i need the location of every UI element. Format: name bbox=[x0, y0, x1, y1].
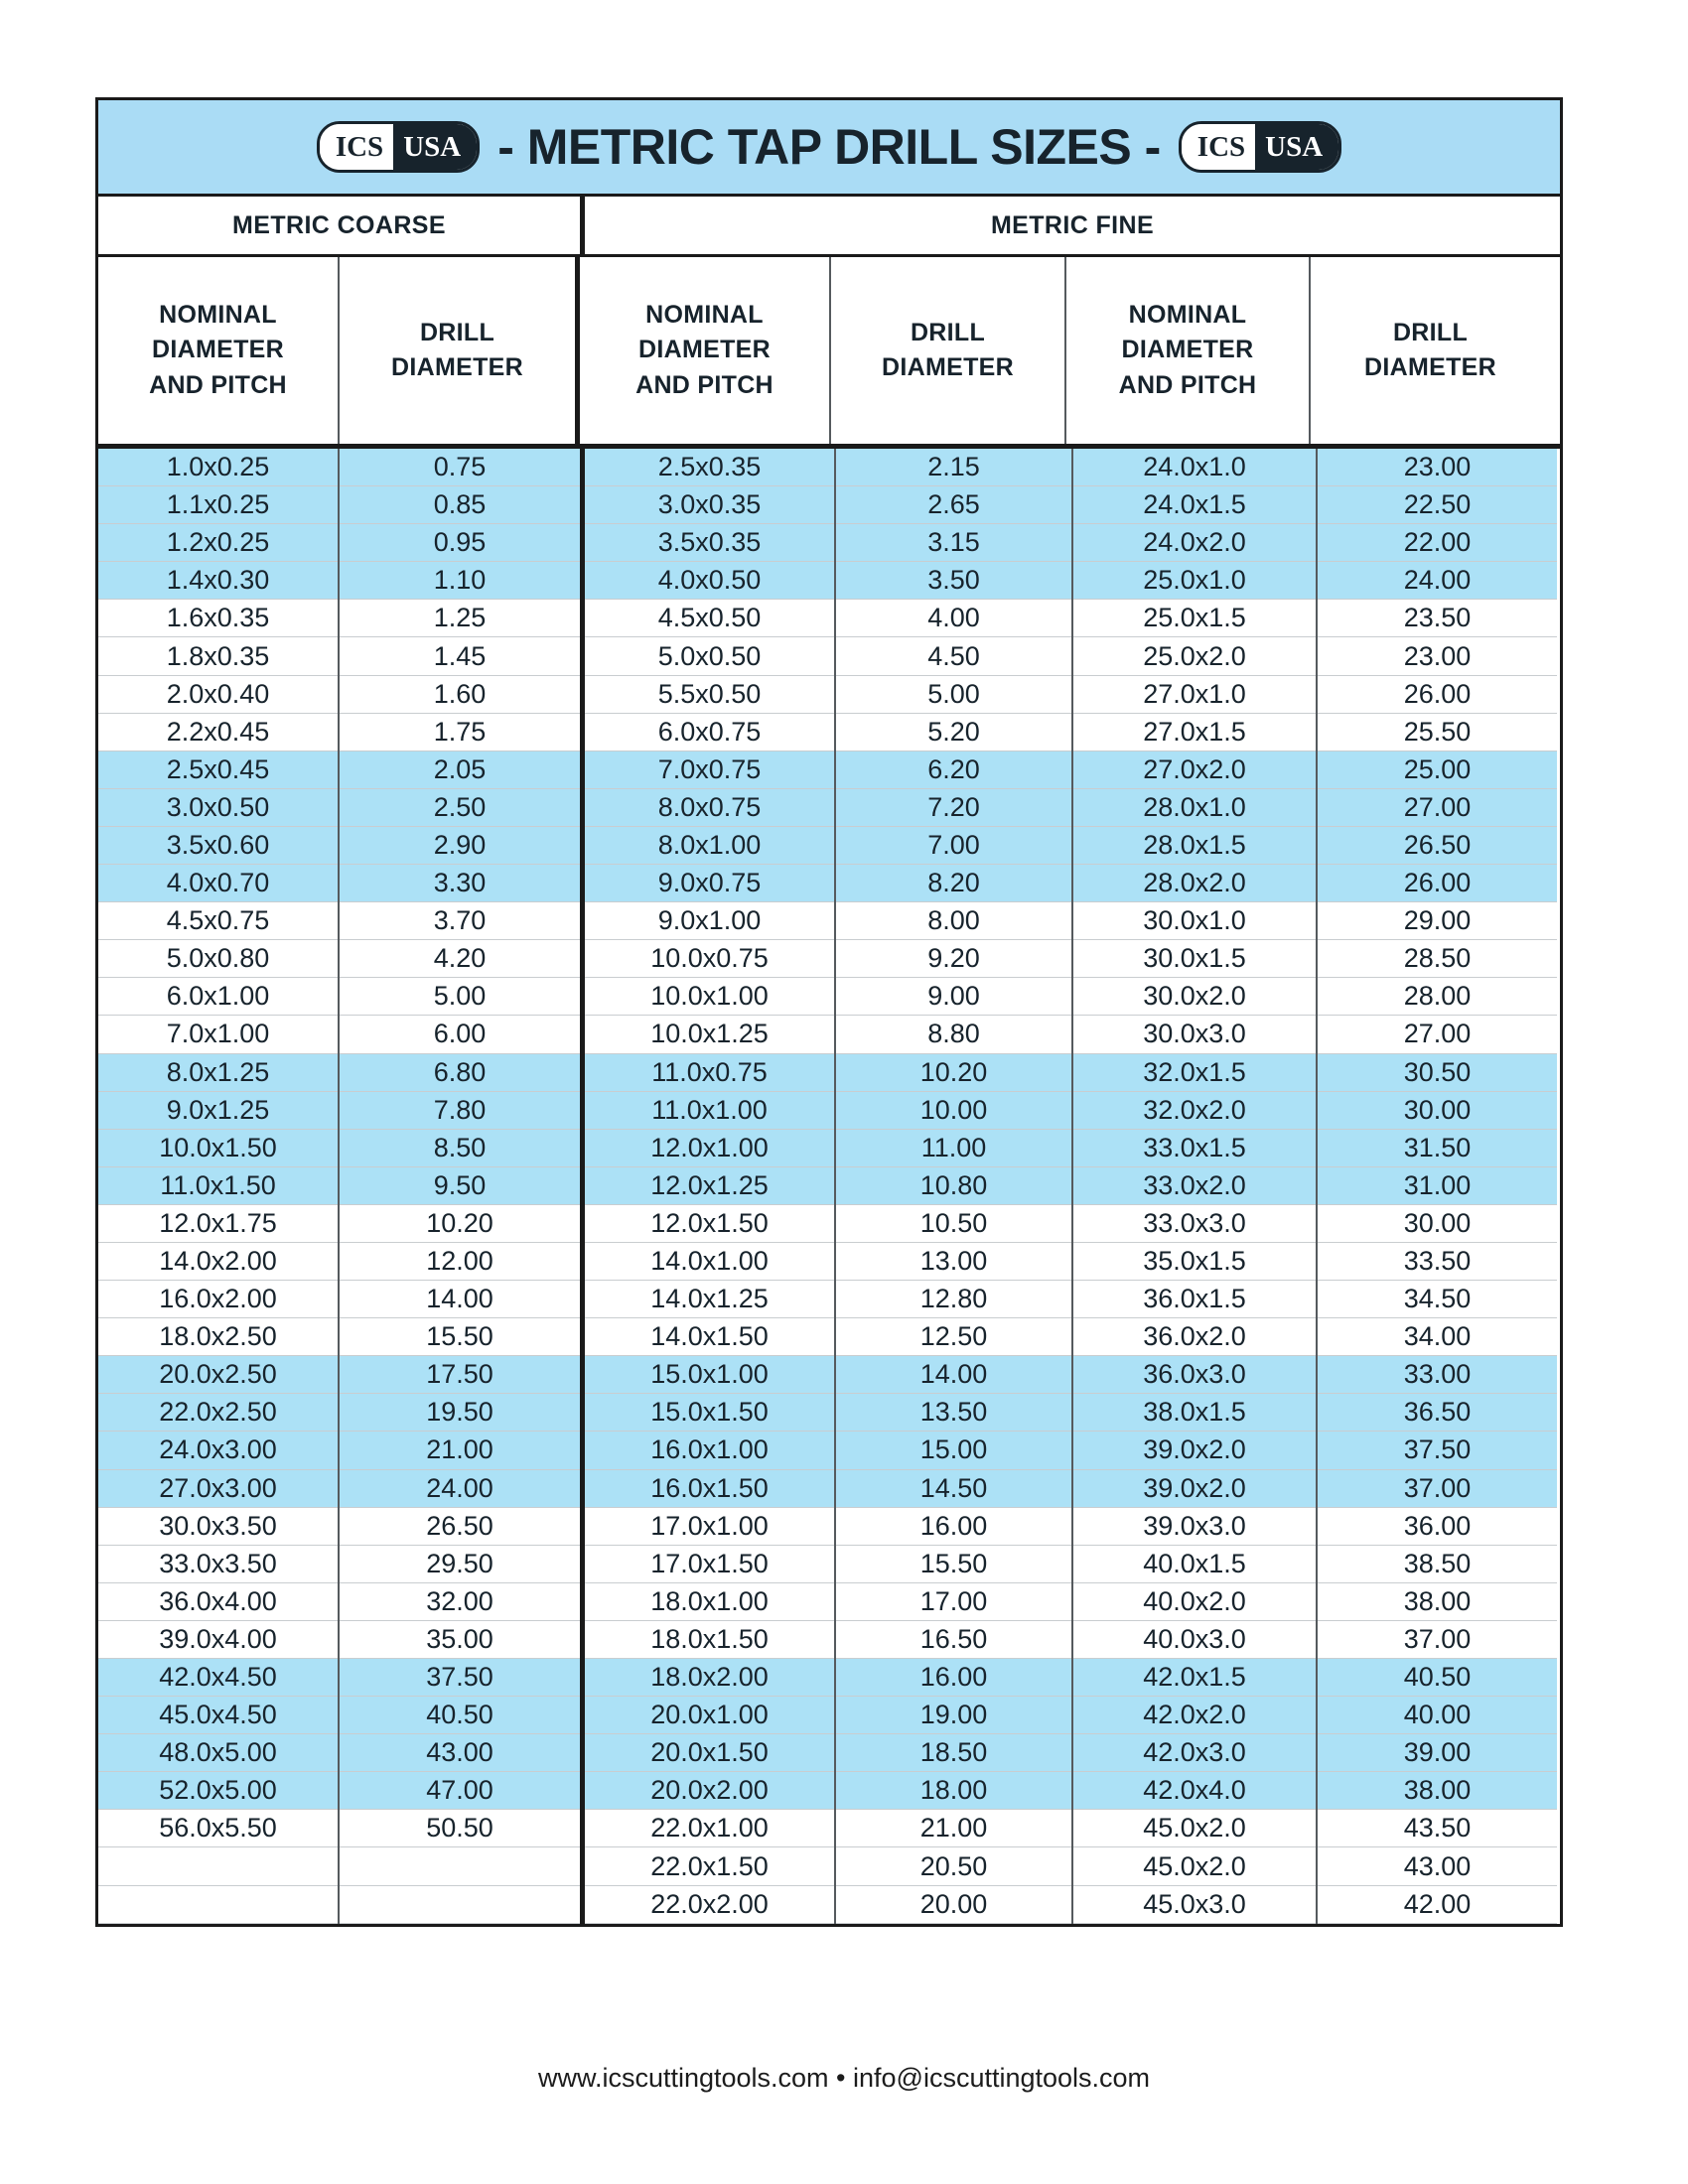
table-cell: 1.60 bbox=[340, 676, 580, 714]
block-metric-coarse bbox=[98, 449, 585, 1924]
table-cell: 1.10 bbox=[340, 562, 580, 600]
table-cell: 24.0x2.0 bbox=[1073, 524, 1316, 562]
colhead-fine-b-drill bbox=[1311, 257, 1550, 444]
block-metric-fine-a bbox=[585, 449, 1073, 1924]
col-fine-b-nominal bbox=[1073, 449, 1318, 1924]
table-cell bbox=[340, 1847, 580, 1885]
table-cell: 10.0x1.00 bbox=[585, 978, 834, 1016]
table-cell: 33.0x3.50 bbox=[98, 1546, 338, 1583]
table-cell: 20.00 bbox=[836, 1886, 1071, 1924]
colhead-line: AND PITCH bbox=[1118, 370, 1257, 399]
table-cell: 16.0x1.50 bbox=[585, 1470, 834, 1508]
table-cell: 19.50 bbox=[340, 1394, 580, 1432]
table-cell: 10.0x1.25 bbox=[585, 1016, 834, 1053]
table-cell: 7.00 bbox=[836, 827, 1071, 865]
table-cell: 18.0x2.50 bbox=[98, 1318, 338, 1356]
colhead-line: AND PITCH bbox=[149, 370, 287, 399]
table-cell: 18.00 bbox=[836, 1772, 1071, 1810]
table-cell: 43.00 bbox=[1318, 1847, 1557, 1885]
table-cell: 28.50 bbox=[1318, 940, 1557, 978]
table-cell: 26.50 bbox=[1318, 827, 1557, 865]
table-cell: 6.80 bbox=[340, 1054, 580, 1092]
table-cell: 16.00 bbox=[836, 1659, 1071, 1697]
table-cell: 36.0x3.0 bbox=[1073, 1356, 1316, 1394]
table-cell: 7.0x0.75 bbox=[585, 751, 834, 789]
table-cell: 30.00 bbox=[1318, 1205, 1557, 1243]
table-cell: 24.0x3.00 bbox=[98, 1432, 338, 1469]
table-cell: 4.00 bbox=[836, 600, 1071, 637]
table-cell: 2.0x0.40 bbox=[98, 676, 338, 714]
table-cell: 9.0x1.00 bbox=[585, 902, 834, 940]
table-cell: 5.0x0.50 bbox=[585, 637, 834, 675]
table-cell: 42.00 bbox=[1318, 1886, 1557, 1924]
table-cell: 23.50 bbox=[1318, 600, 1557, 637]
colhead-fine-b-nominal bbox=[1066, 257, 1311, 444]
table-cell: 24.0x1.5 bbox=[1073, 486, 1316, 524]
table-cell: 24.00 bbox=[340, 1470, 580, 1508]
table-cell: 47.00 bbox=[340, 1772, 580, 1810]
table-cell: 30.0x3.50 bbox=[98, 1508, 338, 1546]
table-cell: 43.50 bbox=[1318, 1810, 1557, 1847]
table-cell: 17.0x1.00 bbox=[585, 1508, 834, 1546]
table-cell: 40.0x2.0 bbox=[1073, 1583, 1316, 1621]
table-cell: 45.0x2.0 bbox=[1073, 1847, 1316, 1885]
table-cell: 0.75 bbox=[340, 449, 580, 486]
table-cell: 5.00 bbox=[340, 978, 580, 1016]
table-cell: 35.0x1.5 bbox=[1073, 1243, 1316, 1281]
table-cell: 5.00 bbox=[836, 676, 1071, 714]
table-cell: 39.0x2.0 bbox=[1073, 1432, 1316, 1469]
title-bar bbox=[98, 100, 1560, 197]
table-cell: 1.1x0.25 bbox=[98, 486, 338, 524]
table-cell bbox=[98, 1847, 338, 1885]
table-cell: 3.50 bbox=[836, 562, 1071, 600]
table-cell: 16.00 bbox=[836, 1508, 1071, 1546]
table-cell: 37.50 bbox=[1318, 1432, 1557, 1469]
table-cell: 22.00 bbox=[1318, 524, 1557, 562]
colhead-line: DIAMETER bbox=[1121, 336, 1254, 364]
table-cell: 30.00 bbox=[1318, 1092, 1557, 1130]
table-cell: 39.0x4.00 bbox=[98, 1621, 338, 1659]
table-cell: 34.50 bbox=[1318, 1281, 1557, 1318]
table-cell: 21.00 bbox=[836, 1810, 1071, 1847]
table-cell: 12.80 bbox=[836, 1281, 1071, 1318]
table-cell: 11.0x0.75 bbox=[585, 1054, 834, 1092]
col-fine-b-drill bbox=[1318, 449, 1557, 1924]
table-cell: 1.4x0.30 bbox=[98, 562, 338, 600]
table-cell: 6.20 bbox=[836, 751, 1071, 789]
table-cell: 31.50 bbox=[1318, 1130, 1557, 1167]
table-cell: 8.00 bbox=[836, 902, 1071, 940]
colhead-line: DIAMETER bbox=[882, 353, 1014, 381]
table-cell: 33.0x2.0 bbox=[1073, 1167, 1316, 1205]
table-cell: 39.0x2.0 bbox=[1073, 1470, 1316, 1508]
table-cell: 2.50 bbox=[340, 789, 580, 827]
table-cell: 2.90 bbox=[340, 827, 580, 865]
table-cell: 28.0x1.0 bbox=[1073, 789, 1316, 827]
table-cell: 2.5x0.35 bbox=[585, 449, 834, 486]
table-cell: 16.50 bbox=[836, 1621, 1071, 1659]
table-cell: 32.00 bbox=[340, 1583, 580, 1621]
table-cell: 30.0x2.0 bbox=[1073, 978, 1316, 1016]
table-cell: 36.0x1.5 bbox=[1073, 1281, 1316, 1318]
table-cell: 1.45 bbox=[340, 637, 580, 675]
table-cell: 10.00 bbox=[836, 1092, 1071, 1130]
table-cell: 15.0x1.00 bbox=[585, 1356, 834, 1394]
table-cell: 5.20 bbox=[836, 714, 1071, 751]
table-cell bbox=[340, 1886, 580, 1924]
table-cell: 37.00 bbox=[1318, 1621, 1557, 1659]
col-fine-a-nominal bbox=[585, 449, 836, 1924]
table-cell: 40.00 bbox=[1318, 1697, 1557, 1734]
table-cell: 2.65 bbox=[836, 486, 1071, 524]
table-cell: 13.50 bbox=[836, 1394, 1071, 1432]
group-header-metric-fine: METRIC FINE bbox=[990, 210, 1155, 239]
table-cell: 18.0x2.00 bbox=[585, 1659, 834, 1697]
table-cell: 20.0x2.50 bbox=[98, 1356, 338, 1394]
table-cell: 1.0x0.25 bbox=[98, 449, 338, 486]
table-cell: 50.50 bbox=[340, 1810, 580, 1847]
table-cell: 48.0x5.00 bbox=[98, 1734, 338, 1772]
table-cell: 6.00 bbox=[340, 1016, 580, 1053]
table-cell: 42.0x4.0 bbox=[1073, 1772, 1316, 1810]
table-cell: 20.0x1.50 bbox=[585, 1734, 834, 1772]
table-cell: 28.0x1.5 bbox=[1073, 827, 1316, 865]
table-cell: 8.0x1.00 bbox=[585, 827, 834, 865]
table-cell: 12.0x1.50 bbox=[585, 1205, 834, 1243]
table-cell: 1.2x0.25 bbox=[98, 524, 338, 562]
table-cell: 15.00 bbox=[836, 1432, 1071, 1469]
table-cell: 8.20 bbox=[836, 865, 1071, 902]
table-cell: 14.00 bbox=[340, 1281, 580, 1318]
table-cell: 11.00 bbox=[836, 1130, 1071, 1167]
table-cell: 35.00 bbox=[340, 1621, 580, 1659]
colhead-line: NOMINAL bbox=[159, 300, 277, 329]
ics-usa-logo-left bbox=[317, 121, 480, 173]
table-cell: 10.80 bbox=[836, 1167, 1071, 1205]
table-cell: 16.0x1.00 bbox=[585, 1432, 834, 1469]
table-cell: 25.0x2.0 bbox=[1073, 637, 1316, 675]
table-cell: 1.8x0.35 bbox=[98, 637, 338, 675]
table-cell: 18.0x1.00 bbox=[585, 1583, 834, 1621]
table-cell: 27.00 bbox=[1318, 1016, 1557, 1053]
table-cell: 8.0x1.25 bbox=[98, 1054, 338, 1092]
group-header-metric-coarse: METRIC COARSE bbox=[98, 197, 585, 254]
colhead-line: AND PITCH bbox=[635, 370, 774, 399]
table-cell: 1.75 bbox=[340, 714, 580, 751]
logo-usa-text: USA bbox=[393, 124, 477, 170]
table-cell: 45.0x2.0 bbox=[1073, 1810, 1316, 1847]
table-cell: 42.0x4.50 bbox=[98, 1659, 338, 1697]
table-cell: 36.00 bbox=[1318, 1508, 1557, 1546]
table-cell: 11.0x1.00 bbox=[585, 1092, 834, 1130]
table-cell: 7.0x1.00 bbox=[98, 1016, 338, 1053]
colhead-line: NOMINAL bbox=[1128, 300, 1247, 329]
table-cell: 36.50 bbox=[1318, 1394, 1557, 1432]
colhead-fine-a-nominal bbox=[580, 257, 831, 444]
table-cell: 12.00 bbox=[340, 1243, 580, 1281]
table-cell: 27.0x1.5 bbox=[1073, 714, 1316, 751]
table-cell: 17.0x1.50 bbox=[585, 1546, 834, 1583]
column-header-row bbox=[98, 257, 1560, 449]
table-cell: 1.6x0.35 bbox=[98, 600, 338, 637]
table-cell: 28.0x2.0 bbox=[1073, 865, 1316, 902]
table-cell: 42.0x3.0 bbox=[1073, 1734, 1316, 1772]
table-cell: 9.00 bbox=[836, 978, 1071, 1016]
table-cell: 26.00 bbox=[1318, 676, 1557, 714]
table-cell: 37.00 bbox=[1318, 1470, 1557, 1508]
table-cell: 42.0x2.0 bbox=[1073, 1697, 1316, 1734]
table-cell: 2.15 bbox=[836, 449, 1071, 486]
table-cell: 3.70 bbox=[340, 902, 580, 940]
table-cell: 27.00 bbox=[1318, 789, 1557, 827]
table-cell: 38.0x1.5 bbox=[1073, 1394, 1316, 1432]
table-cell: 31.00 bbox=[1318, 1167, 1557, 1205]
logo-ics-text: ICS bbox=[320, 124, 393, 170]
table-cell: 7.20 bbox=[836, 789, 1071, 827]
table-cell: 9.20 bbox=[836, 940, 1071, 978]
table-cell: 17.00 bbox=[836, 1583, 1071, 1621]
table-cell: 5.5x0.50 bbox=[585, 676, 834, 714]
table-cell: 0.95 bbox=[340, 524, 580, 562]
table-cell: 17.50 bbox=[340, 1356, 580, 1394]
ics-usa-logo-right bbox=[1179, 121, 1341, 173]
table-cell: 56.0x5.50 bbox=[98, 1810, 338, 1847]
colhead-line: DIAMETER bbox=[638, 336, 771, 364]
table-cell: 29.50 bbox=[340, 1546, 580, 1583]
page-title: - METRIC TAP DRILL SIZES - bbox=[497, 119, 1161, 175]
table-cell: 29.00 bbox=[1318, 902, 1557, 940]
table-cell: 23.00 bbox=[1318, 449, 1557, 486]
table-cell: 38.50 bbox=[1318, 1546, 1557, 1583]
table-cell: 4.0x0.70 bbox=[98, 865, 338, 902]
table-cell: 37.50 bbox=[340, 1659, 580, 1697]
table-cell: 45.0x4.50 bbox=[98, 1697, 338, 1734]
chart-container bbox=[95, 97, 1563, 1927]
table-cell: 5.0x0.80 bbox=[98, 940, 338, 978]
table-cell: 18.50 bbox=[836, 1734, 1071, 1772]
table-cell: 3.5x0.60 bbox=[98, 827, 338, 865]
table-cell: 27.0x1.0 bbox=[1073, 676, 1316, 714]
table-cell: 3.30 bbox=[340, 865, 580, 902]
table-cell: 14.00 bbox=[836, 1356, 1071, 1394]
colhead-coarse-nominal bbox=[98, 257, 340, 444]
table-cell: 14.0x2.00 bbox=[98, 1243, 338, 1281]
table-cell: 33.0x3.0 bbox=[1073, 1205, 1316, 1243]
table-cell: 13.00 bbox=[836, 1243, 1071, 1281]
table-cell: 33.0x1.5 bbox=[1073, 1130, 1316, 1167]
table-cell: 18.0x1.50 bbox=[585, 1621, 834, 1659]
table-cell: 36.0x2.0 bbox=[1073, 1318, 1316, 1356]
table-cell: 43.00 bbox=[340, 1734, 580, 1772]
table-cell: 22.50 bbox=[1318, 486, 1557, 524]
table-cell: 33.50 bbox=[1318, 1243, 1557, 1281]
table-cell: 14.0x1.50 bbox=[585, 1318, 834, 1356]
table-cell: 42.0x1.5 bbox=[1073, 1659, 1316, 1697]
colhead-line: DIAMETER bbox=[391, 353, 523, 381]
table-cell: 34.00 bbox=[1318, 1318, 1557, 1356]
table-cell: 30.0x3.0 bbox=[1073, 1016, 1316, 1053]
table-cell: 40.50 bbox=[1318, 1659, 1557, 1697]
table-cell: 39.0x3.0 bbox=[1073, 1508, 1316, 1546]
table-cell: 15.50 bbox=[836, 1546, 1071, 1583]
table-cell: 38.00 bbox=[1318, 1583, 1557, 1621]
table-cell: 2.5x0.45 bbox=[98, 751, 338, 789]
table-cell: 30.0x1.5 bbox=[1073, 940, 1316, 978]
table-cell: 25.00 bbox=[1318, 751, 1557, 789]
table-cell: 40.50 bbox=[340, 1697, 580, 1734]
table-cell: 40.0x1.5 bbox=[1073, 1546, 1316, 1583]
table-cell: 8.80 bbox=[836, 1016, 1071, 1053]
table-cell: 10.0x0.75 bbox=[585, 940, 834, 978]
table-cell: 15.0x1.50 bbox=[585, 1394, 834, 1432]
table-cell: 22.0x1.50 bbox=[585, 1847, 834, 1885]
table-cell: 10.50 bbox=[836, 1205, 1071, 1243]
table-cell: 19.00 bbox=[836, 1697, 1071, 1734]
table-cell: 52.0x5.00 bbox=[98, 1772, 338, 1810]
table-cell: 3.5x0.35 bbox=[585, 524, 834, 562]
table-cell: 24.00 bbox=[1318, 562, 1557, 600]
table-cell: 36.0x4.00 bbox=[98, 1583, 338, 1621]
table-cell: 9.0x0.75 bbox=[585, 865, 834, 902]
table-cell: 25.50 bbox=[1318, 714, 1557, 751]
table-cell: 3.15 bbox=[836, 524, 1071, 562]
table-cell: 0.85 bbox=[340, 486, 580, 524]
table-cell: 2.2x0.45 bbox=[98, 714, 338, 751]
table-cell: 12.0x1.00 bbox=[585, 1130, 834, 1167]
table-cell: 25.0x1.5 bbox=[1073, 600, 1316, 637]
colhead-line: DIAMETER bbox=[152, 336, 284, 364]
table-cell: 4.5x0.50 bbox=[585, 600, 834, 637]
col-fine-a-drill bbox=[836, 449, 1071, 1924]
table-cell: 22.0x1.00 bbox=[585, 1810, 834, 1847]
table-cell: 28.00 bbox=[1318, 978, 1557, 1016]
table-cell: 8.0x0.75 bbox=[585, 789, 834, 827]
table-cell: 10.20 bbox=[340, 1205, 580, 1243]
table-cell: 4.20 bbox=[340, 940, 580, 978]
table-cell: 26.50 bbox=[340, 1508, 580, 1546]
table-cell: 14.0x1.00 bbox=[585, 1243, 834, 1281]
table-cell: 1.25 bbox=[340, 600, 580, 637]
table-cell: 7.80 bbox=[340, 1092, 580, 1130]
table-cell: 12.50 bbox=[836, 1318, 1071, 1356]
table-cell: 2.05 bbox=[340, 751, 580, 789]
group-header-row bbox=[98, 197, 1560, 257]
table-cell: 3.0x0.50 bbox=[98, 789, 338, 827]
colhead-line: DRILL bbox=[419, 318, 495, 346]
table-cell: 23.00 bbox=[1318, 637, 1557, 675]
table-cell: 21.00 bbox=[340, 1432, 580, 1469]
table-cell: 4.0x0.50 bbox=[585, 562, 834, 600]
table-cell: 15.50 bbox=[340, 1318, 580, 1356]
logo-usa-text: USA bbox=[1255, 124, 1338, 170]
table-cell: 32.0x1.5 bbox=[1073, 1054, 1316, 1092]
table-cell: 6.0x0.75 bbox=[585, 714, 834, 751]
table-cell: 26.00 bbox=[1318, 865, 1557, 902]
data-area bbox=[98, 449, 1560, 1924]
logo-ics-text: ICS bbox=[1182, 124, 1255, 170]
table-cell: 22.0x2.50 bbox=[98, 1394, 338, 1432]
table-cell: 12.0x1.25 bbox=[585, 1167, 834, 1205]
table-cell: 27.0x3.00 bbox=[98, 1470, 338, 1508]
table-cell: 16.0x2.00 bbox=[98, 1281, 338, 1318]
table-cell bbox=[98, 1886, 338, 1924]
table-cell: 20.0x1.00 bbox=[585, 1697, 834, 1734]
table-cell: 39.00 bbox=[1318, 1734, 1557, 1772]
block-metric-fine-b bbox=[1073, 449, 1557, 1924]
col-coarse-drill bbox=[340, 449, 580, 1924]
table-cell: 22.0x2.00 bbox=[585, 1886, 834, 1924]
table-cell: 11.0x1.50 bbox=[98, 1167, 338, 1205]
colhead-fine-a-drill bbox=[831, 257, 1066, 444]
col-coarse-nominal bbox=[98, 449, 340, 1924]
colhead-line: DRILL bbox=[1392, 318, 1469, 346]
table-cell: 32.0x2.0 bbox=[1073, 1092, 1316, 1130]
table-cell: 4.50 bbox=[836, 637, 1071, 675]
table-cell: 9.50 bbox=[340, 1167, 580, 1205]
table-cell: 20.0x2.00 bbox=[585, 1772, 834, 1810]
table-cell: 25.0x1.0 bbox=[1073, 562, 1316, 600]
footer-contact: www.icscuttingtools.com • info@icscuttingtools.com bbox=[537, 2063, 1151, 2093]
colhead-line: DRILL bbox=[910, 318, 986, 346]
table-cell: 10.0x1.50 bbox=[98, 1130, 338, 1167]
table-cell: 27.0x2.0 bbox=[1073, 751, 1316, 789]
table-cell: 45.0x3.0 bbox=[1073, 1886, 1316, 1924]
colhead-coarse-drill bbox=[340, 257, 580, 444]
table-cell: 12.0x1.75 bbox=[98, 1205, 338, 1243]
table-cell: 33.00 bbox=[1318, 1356, 1557, 1394]
colhead-line: DIAMETER bbox=[1364, 353, 1496, 381]
table-cell: 9.0x1.25 bbox=[98, 1092, 338, 1130]
table-cell: 40.0x3.0 bbox=[1073, 1621, 1316, 1659]
table-cell: 3.0x0.35 bbox=[585, 486, 834, 524]
table-cell: 6.0x1.00 bbox=[98, 978, 338, 1016]
table-cell: 20.50 bbox=[836, 1847, 1071, 1885]
table-cell: 30.0x1.0 bbox=[1073, 902, 1316, 940]
colhead-line: NOMINAL bbox=[645, 300, 764, 329]
table-cell: 4.5x0.75 bbox=[98, 902, 338, 940]
table-cell: 8.50 bbox=[340, 1130, 580, 1167]
table-cell: 24.0x1.0 bbox=[1073, 449, 1316, 486]
table-cell: 14.50 bbox=[836, 1470, 1071, 1508]
table-cell: 30.50 bbox=[1318, 1054, 1557, 1092]
table-cell: 10.20 bbox=[836, 1054, 1071, 1092]
table-cell: 14.0x1.25 bbox=[585, 1281, 834, 1318]
table-cell: 38.00 bbox=[1318, 1772, 1557, 1810]
